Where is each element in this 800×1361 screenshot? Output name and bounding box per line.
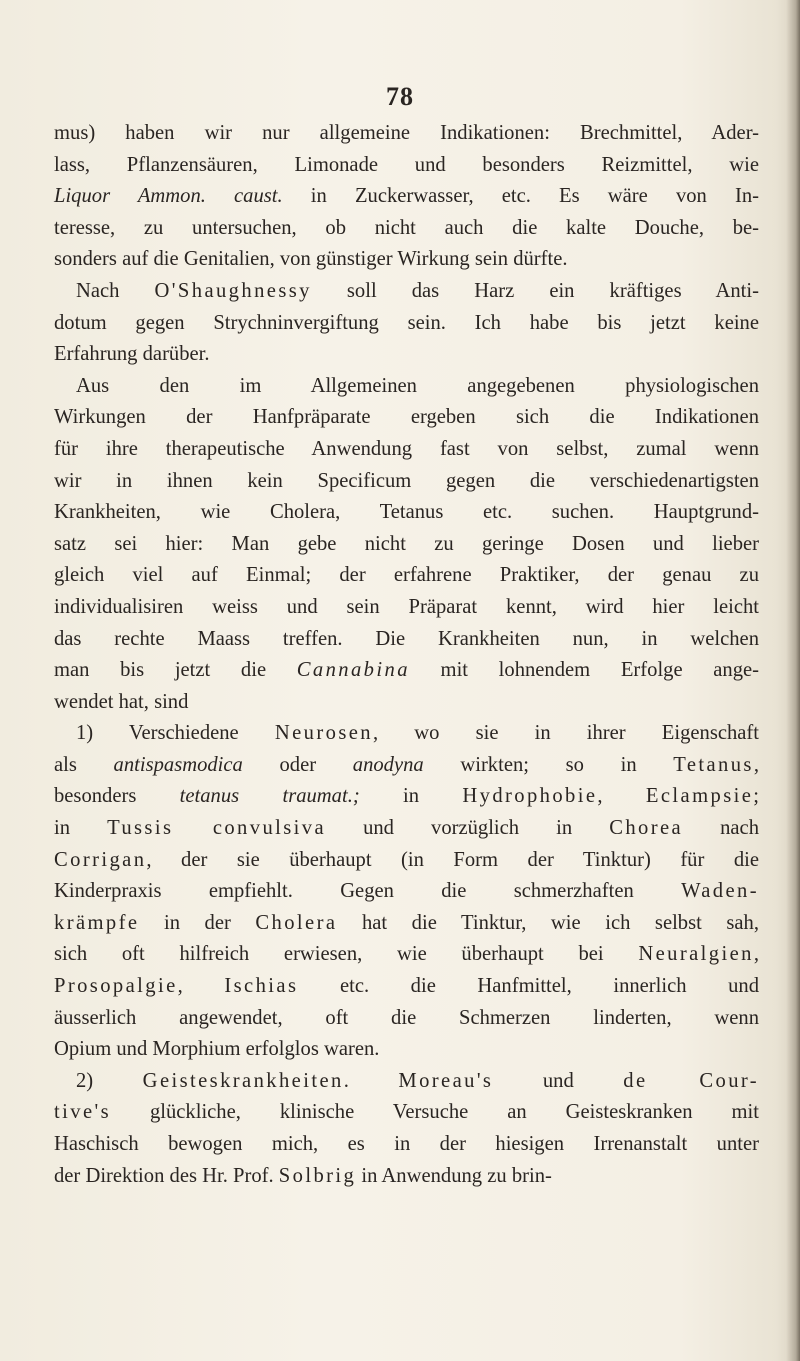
text-segment: hat die Tinktur, wie ich selbst sah,: [337, 911, 759, 934]
text-segment: ;: [753, 785, 759, 808]
text-segment: wir in ihnen kein Specificum gegen die verschiedenartigsten: [54, 469, 759, 492]
text-segment: satz sei hier: Man gebe nicht zu geringe Dosen und lieber: [54, 532, 759, 555]
text-segment: ,: [753, 753, 760, 776]
text-line: [54, 845, 759, 877]
text-segment: individualisiren weiss und sein Präparat kennt, wird hier leicht: [54, 595, 759, 618]
text-line: [54, 813, 759, 845]
text-line: [54, 718, 759, 750]
text-segment: de Cour-: [623, 1069, 760, 1092]
text-segment: in: [359, 785, 463, 808]
text-line: [54, 655, 759, 687]
text-segment: Corrigan: [54, 848, 147, 871]
text-segment: Kinderpraxis empfiehlt. Gegen die schmerzhaften: [54, 880, 682, 903]
text-segment: Solbrig: [278, 1164, 357, 1187]
text-segment: krämpfe: [54, 911, 140, 934]
text-segment: besonders: [54, 785, 180, 808]
text-segment: tetanus traumat.;: [179, 785, 360, 808]
text-line: [54, 1034, 759, 1066]
text-line: [54, 592, 759, 624]
text-segment: lass, Pflanzensäuren, Limonade und besonders Reizmittel, wie: [54, 153, 759, 176]
text-segment: anodyna: [352, 753, 424, 776]
text-segment: wirkten; so in: [423, 753, 674, 776]
text-segment: Tetanus: [673, 753, 754, 776]
text-segment: Aus den im Allgemeinen angegebenen physiologischen: [76, 374, 759, 397]
text-segment: nach: [683, 817, 759, 840]
text-segment: 1) Verschiedene: [76, 722, 275, 745]
text-segment: Erfahrung darüber.: [54, 343, 210, 366]
text-line: [54, 876, 759, 908]
page-edge-shadow: [786, 0, 800, 1361]
text-segment: Cannabina: [296, 659, 410, 682]
text-line: [54, 213, 759, 245]
text-line: [54, 624, 759, 656]
text-segment: mit lohnendem Erfolge ange-: [409, 659, 759, 682]
text-segment: in der: [139, 911, 256, 934]
text-segment: sich oft hilfreich erwiesen, wie überhaupt bei: [54, 943, 639, 966]
text-segment: Liquor Ammon. caust.: [54, 185, 283, 208]
text-segment: und: [493, 1069, 624, 1092]
body-text: [54, 118, 759, 1192]
text-segment: in Zuckerwasser, etc. Es wäre von In-: [282, 185, 759, 208]
text-line: [54, 497, 759, 529]
text-segment: Cholera: [255, 911, 338, 934]
text-segment: wendet hat, sind: [54, 690, 189, 713]
text-segment: antispasmodica: [113, 753, 243, 776]
text-line: [54, 939, 759, 971]
text-segment: Prosopalgie: [54, 975, 178, 998]
text-segment: Moreau's: [398, 1069, 494, 1092]
text-segment: mus) haben wir nur allgemeine Indikationen: Brechmittel, Ader-: [54, 122, 759, 144]
text-line: [54, 560, 759, 592]
text-line: [54, 371, 759, 403]
text-line: [54, 434, 759, 466]
text-segment: Ischias: [224, 975, 299, 998]
text-segment: der Direktion des Hr. Prof.: [54, 1164, 279, 1187]
text-line: [54, 402, 759, 434]
text-line: [54, 1003, 759, 1035]
text-segment: .: [343, 1069, 399, 1092]
text-segment: Wirkungen der Hanfpräparate ergeben sich die Indikationen: [54, 406, 759, 429]
text-segment: Krankheiten, wie Cholera, Tetanus etc. suchen. Hauptgrund-: [54, 501, 759, 524]
text-line: [54, 750, 759, 782]
text-segment: gleich viel auf Einmal; der erfahrene Praktiker, der genau zu: [54, 564, 759, 587]
text-segment: dotum gegen Strychninvergiftung sein. Ich habe bis jetzt keine: [54, 311, 759, 334]
page-number: 78: [386, 82, 414, 111]
text-line: [54, 1066, 759, 1098]
text-segment: Chorea: [609, 817, 684, 840]
text-line: [54, 276, 759, 308]
text-segment: 2): [76, 1069, 143, 1092]
text-segment: Tussis convulsiva: [107, 817, 327, 840]
text-segment: Hydrophobie: [462, 785, 598, 808]
text-segment: , wo sie in ihrer Eigenschaft: [372, 722, 759, 745]
text-segment: das rechte Maass treffen. Die Krankheiten nun, in welchen: [54, 627, 759, 650]
text-line: [54, 908, 759, 940]
text-segment: als: [54, 753, 114, 776]
text-segment: für ihre therapeutische Anwendung fast von selbst, zumal wenn: [54, 437, 759, 460]
text-line: [54, 529, 759, 561]
text-segment: O'Shaughnessy: [154, 279, 312, 302]
text-segment: Neurosen: [274, 722, 373, 745]
text-segment: etc. die Hanfmittel, innerlich und: [298, 975, 760, 998]
text-segment: Nach: [76, 279, 155, 302]
text-segment: soll das Harz ein kräftiges Anti-: [311, 279, 759, 302]
text-segment: Opium und Morphium erfolglos waren.: [54, 1038, 380, 1061]
text-segment: man bis jetzt die: [54, 659, 297, 682]
text-segment: Neuralgien: [638, 943, 754, 966]
text-segment: äusserlich angewendet, oft die Schmerzen linderten, wenn: [54, 1006, 759, 1029]
text-segment: Geisteskrankheiten: [142, 1069, 344, 1092]
text-line: [54, 781, 759, 813]
text-line: [54, 687, 759, 719]
text-segment: ,: [177, 975, 225, 998]
text-line: [54, 1097, 759, 1129]
text-segment: und vorzüglich in: [326, 817, 610, 840]
text-line: [54, 1161, 759, 1193]
text-line: [54, 118, 759, 150]
text-segment: ,: [753, 943, 759, 966]
text-segment: oder: [242, 753, 353, 776]
text-line: [54, 339, 759, 371]
text-segment: Eclampsie: [645, 785, 754, 808]
text-line: [54, 244, 759, 276]
text-segment: Waden-: [681, 880, 759, 903]
text-line: [54, 181, 759, 213]
text-segment: teresse, zu untersuchen, ob nicht auch die kalte Douche, be-: [54, 216, 759, 239]
text-segment: Haschisch bewogen mich, es in der hiesigen Irrenanstalt unter: [54, 1133, 759, 1155]
text-segment: , der sie überhaupt (in Form der Tinktur) für die: [146, 848, 759, 871]
text-line: [54, 150, 759, 182]
text-line: [54, 466, 759, 498]
text-segment: tive's: [54, 1101, 112, 1124]
text-segment: glückliche, klinische Versuche an Geisteskranken mit: [111, 1101, 759, 1124]
text-segment: sonders auf die Genitalien, von günstiger Wirkung sein dürfte.: [54, 248, 568, 271]
text-line: [54, 971, 759, 1003]
text-line: [54, 308, 759, 340]
text-segment: in: [54, 817, 108, 840]
text-segment: in Anwendung zu brin-: [356, 1164, 552, 1187]
text-line: [54, 1129, 759, 1161]
text-segment: ,: [597, 785, 646, 808]
